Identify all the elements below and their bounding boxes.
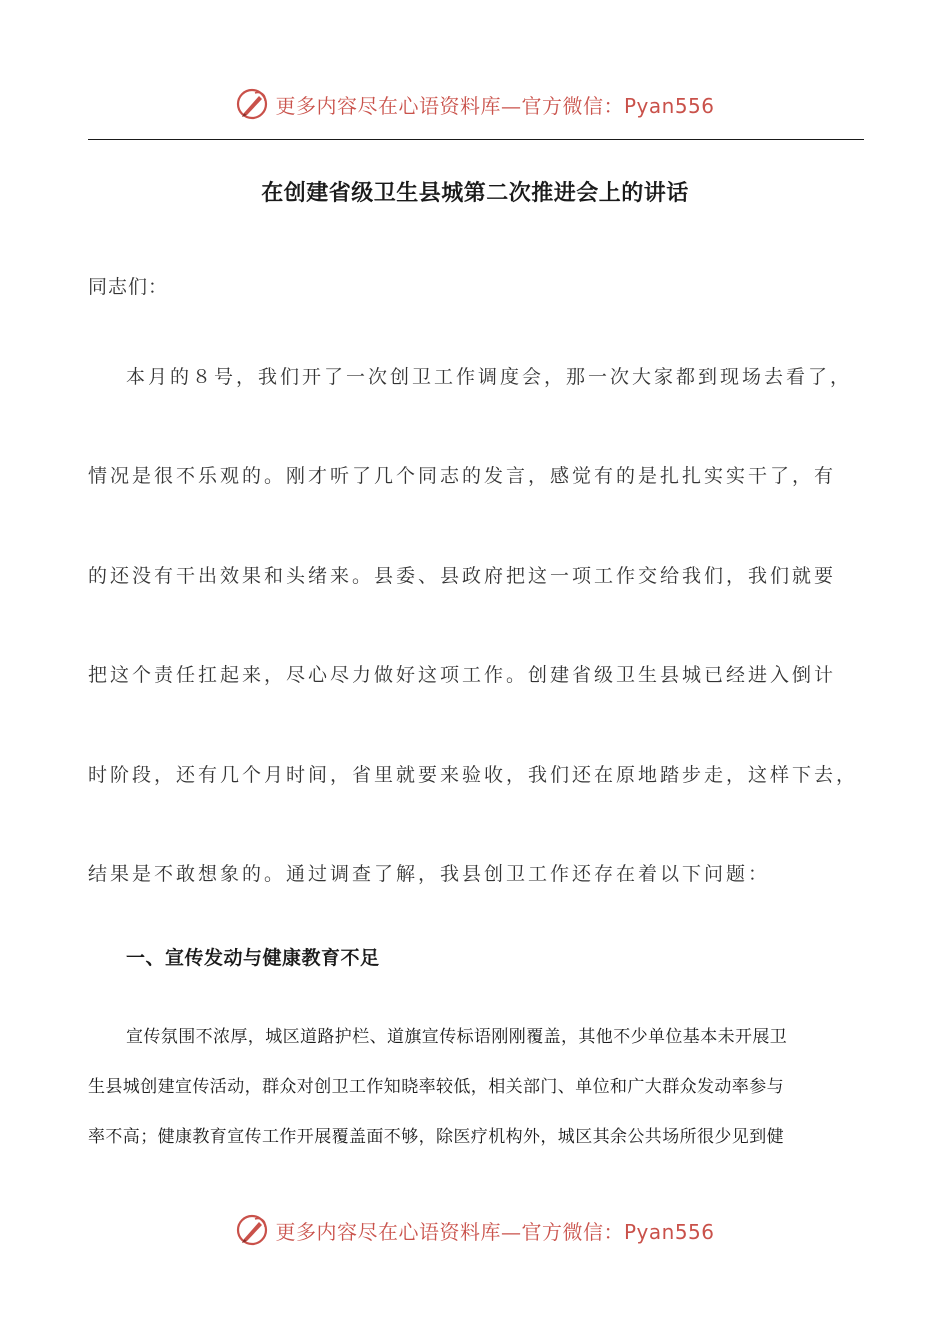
header-watermark-banner (0, 82, 950, 126)
header-wechat-id: Pyan556 (623, 93, 715, 118)
section1-line-2: 生县城创建宣传活动，群众对创卫工作知晓率较低，相关部门、单位和广大群众发动率参与 (88, 1077, 784, 1097)
header-watermark-main: 更多内容尽在心语资料库—官方微信： (275, 93, 624, 118)
paragraph1-line-4: 把这个责任扛起来，尽心尽力做好这项工作。创建省级卫生县城已经进入倒计 (88, 664, 837, 686)
footer-watermark-text (275, 1216, 714, 1245)
paragraph1-line-1: 本月的８号，我们开了一次创卫工作调度会，那一次大家都到现场去看了， (126, 366, 853, 388)
footer-watermark-main: 更多内容尽在心语资料库—官方微信： (275, 1219, 624, 1244)
header-divider (88, 139, 864, 140)
section1-line-1: 宣传氛围不浓厚，城区道路护栏、道旗宣传标语刚刚覆盖，其他不少单位基本未开展卫 (126, 1027, 788, 1047)
header-watermark-text (275, 90, 714, 119)
salutation: 同志们： (88, 276, 169, 298)
paragraph1-line-6: 结果是不敢想象的。通过调查了解，我县创卫工作还存在着以下问题： (88, 863, 771, 885)
pen-logo-icon (235, 87, 269, 121)
section1-line-3: 率不高；健康教育宣传工作开展覆盖面不够，除医疗机构外，城区其余公共场所很少见到健 (88, 1127, 784, 1147)
paragraph1-line-5: 时阶段，还有几个月时间，省里就要来验收，我们还在原地踏步走，这样下去， (88, 764, 859, 786)
footer-wechat-id: Pyan556 (623, 1219, 715, 1244)
pen-logo-icon (235, 1213, 269, 1247)
section1-heading: 一、宣传发动与健康教育不足 (126, 947, 380, 969)
document-title: 在创建省级卫生县城第二次推进会上的讲话 (261, 181, 689, 206)
paragraph1-line-2: 情况是很不乐观的。刚才听了几个同志的发言，感觉有的是扎扎实实干了，有 (88, 465, 837, 487)
paragraph1-line-3: 的还没有干出效果和头绪来。县委、县政府把这一项工作交给我们，我们就要 (88, 565, 837, 587)
footer-watermark-banner (0, 1208, 950, 1252)
